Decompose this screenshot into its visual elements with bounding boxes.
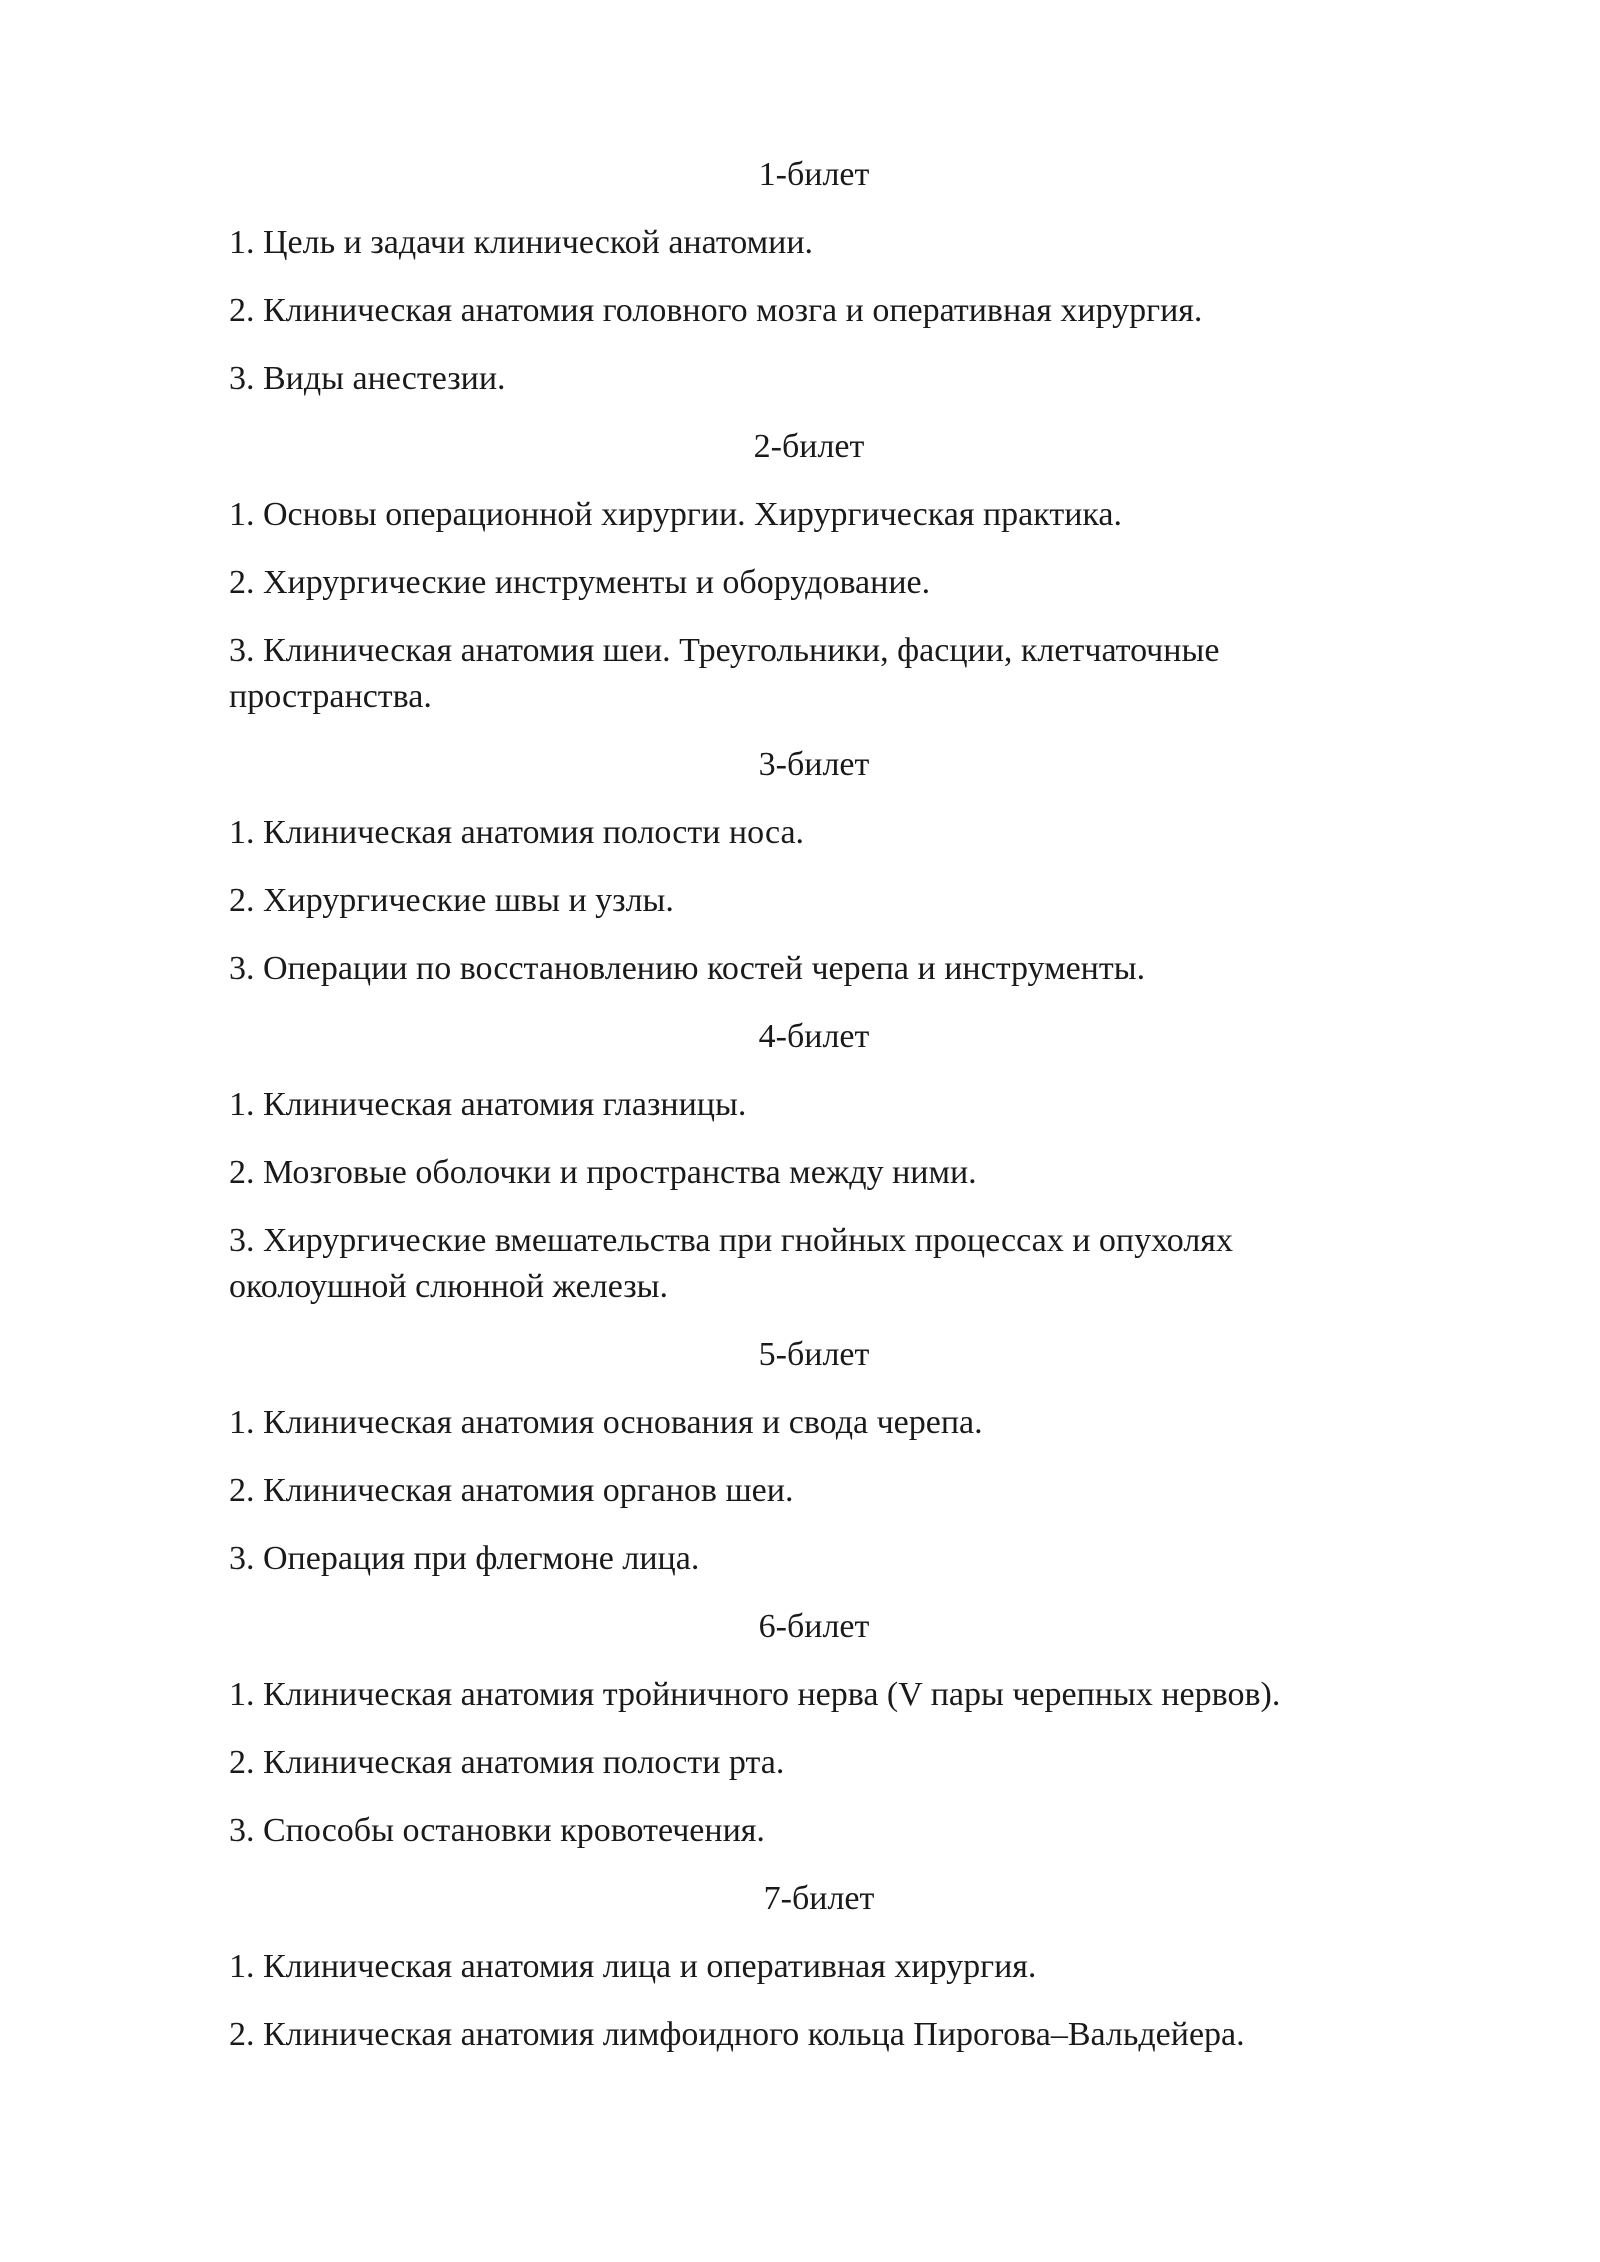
ticket-6 xyxy=(229,1604,1399,1854)
ticket-heading: 3-билет xyxy=(758,746,870,783)
ticket-question: 1. Клиническая анатомия основания и свода черепа. xyxy=(229,1404,983,1441)
ticket-heading: 2-билет xyxy=(753,428,865,465)
ticket-question: 1. Клиническая анатомия тройничного нерва (V пары черепных нервов). xyxy=(229,1676,1281,1713)
ticket-1 xyxy=(229,152,1399,402)
ticket-question: 1. Цель и задачи клинической анатомии. xyxy=(229,224,814,261)
ticket-2 xyxy=(229,424,1399,720)
ticket-question: 3. Операция при флегмоне лица. xyxy=(229,1540,700,1577)
ticket-heading: 5-билет xyxy=(758,1336,870,1373)
ticket-4 xyxy=(229,1014,1399,1310)
ticket-question: 2. Хирургические швы и узлы. xyxy=(229,882,674,919)
ticket-heading: 7-билет xyxy=(763,1880,875,1917)
ticket-question: 1. Клиническая анатомия полости носа. xyxy=(229,814,805,851)
ticket-list xyxy=(229,152,1399,2080)
ticket-heading: 6-билет xyxy=(758,1608,870,1645)
ticket-question: 2. Клиническая анатомия органов шеи. xyxy=(229,1472,794,1509)
ticket-question: 3. Операции по восстановлению костей черепа и инструменты. xyxy=(229,950,1146,987)
ticket-5 xyxy=(229,1332,1399,1582)
ticket-question: 2. Клиническая анатомия головного мозга и оперативная хирургия. xyxy=(229,292,1203,329)
ticket-question: 1. Клиническая анатомия лица и оперативная хирургия. xyxy=(229,1948,1037,1985)
ticket-question: 2. Хирургические инструменты и оборудование. xyxy=(229,564,931,601)
ticket-3 xyxy=(229,742,1399,992)
ticket-question: 3. Виды анестезии. xyxy=(229,360,506,397)
ticket-question: 1. Основы операционной хирургии. Хирургическая практика. xyxy=(229,496,1122,533)
ticket-heading: 1-билет xyxy=(758,156,870,193)
ticket-question: 1. Клиническая анатомия глазницы. xyxy=(229,1086,747,1123)
ticket-7 xyxy=(229,1876,1399,2058)
ticket-heading: 4-билет xyxy=(758,1018,870,1055)
ticket-question: 3. Способы остановки кровотечения. xyxy=(229,1812,765,1849)
ticket-question: 3. Клиническая анатомия шеи. Треугольники, фасции, клетчаточные пространства. xyxy=(229,632,1220,715)
ticket-question: 2. Клиническая анатомия полости рта. xyxy=(229,1744,785,1781)
ticket-question: 3. Хирургические вмешательства при гнойных процессах и опухолях околоушной слюнной железы. xyxy=(229,1222,1233,1305)
ticket-question: 2. Мозговые оболочки и пространства между ними. xyxy=(229,1154,977,1191)
ticket-question: 2. Клиническая анатомия лимфоидного кольца Пирогова–Вальдейера. xyxy=(229,2016,1245,2053)
